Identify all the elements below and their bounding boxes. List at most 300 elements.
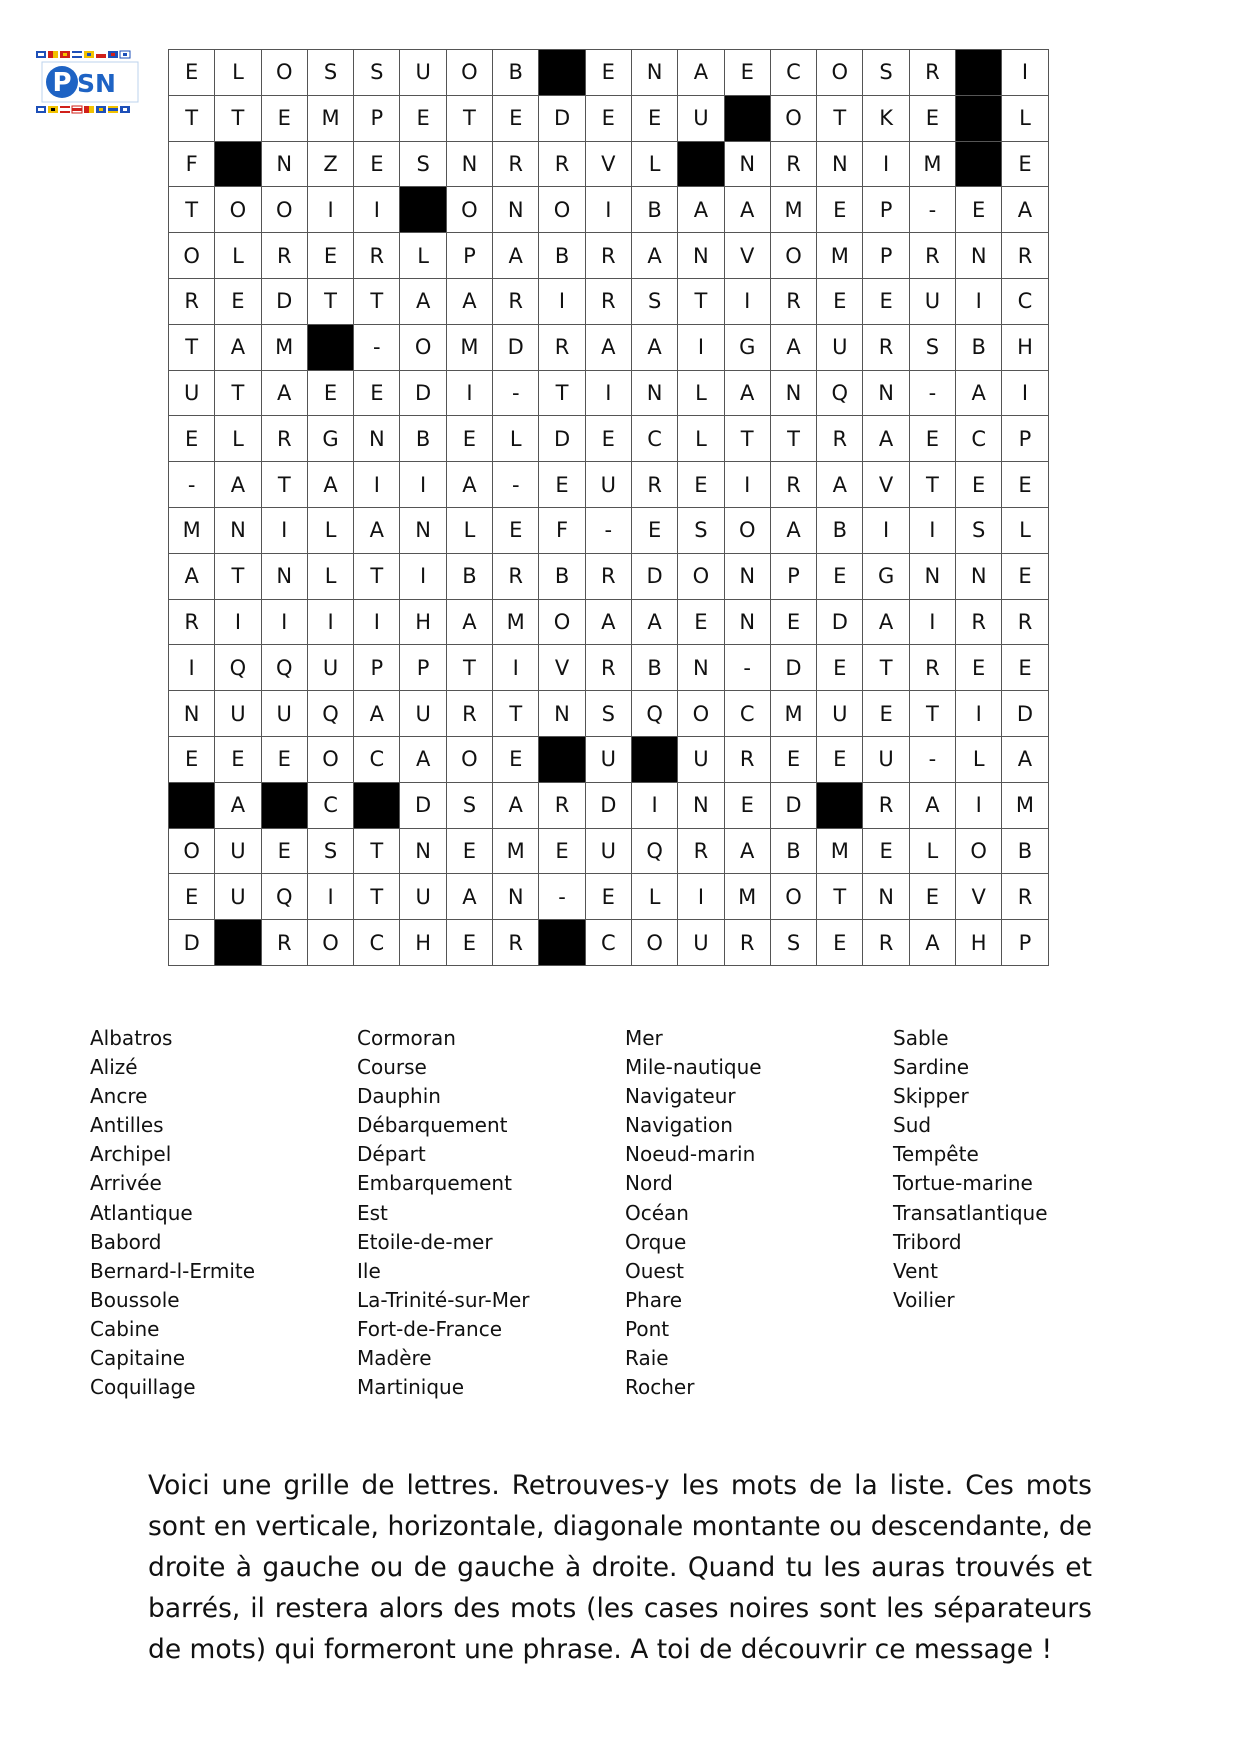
- grid-row: [169, 95, 1049, 141]
- letter-cell: L: [215, 50, 261, 96]
- letter-cell: E: [631, 95, 677, 141]
- letter-cell: R: [1002, 233, 1048, 279]
- black-separator-cell: [215, 920, 261, 966]
- word-item: Alizé: [90, 1055, 138, 1080]
- letter-cell: N: [261, 141, 307, 187]
- letter-cell: E: [770, 736, 816, 782]
- letter-cell: A: [863, 599, 909, 645]
- letter-cell: E: [169, 874, 215, 920]
- grid-row: [169, 187, 1049, 233]
- letter-cell: E: [863, 278, 909, 324]
- letter-cell: N: [724, 553, 770, 599]
- letter-cell: A: [400, 736, 446, 782]
- letter-cell: E: [909, 95, 955, 141]
- letter-cell: E: [446, 920, 492, 966]
- word-item: Rocher: [625, 1375, 695, 1400]
- word-item: Ile: [357, 1258, 381, 1283]
- logo-p: P: [52, 68, 72, 98]
- letter-cell: M: [724, 874, 770, 920]
- letter-cell: R: [354, 233, 400, 279]
- letter-cell: A: [446, 462, 492, 508]
- word-item: Coquillage: [90, 1375, 196, 1400]
- letter-cell: E: [446, 416, 492, 462]
- black-separator-cell: [261, 782, 307, 828]
- word-item: Albatros: [90, 1026, 173, 1050]
- letter-cell: R: [1002, 599, 1048, 645]
- letter-cell: D: [400, 782, 446, 828]
- letter-cell: N: [261, 553, 307, 599]
- letter-cell: N: [631, 370, 677, 416]
- letter-cell: N: [678, 782, 724, 828]
- letter-cell: S: [446, 782, 492, 828]
- letter-cell: B: [770, 828, 816, 874]
- letter-cell: E: [169, 416, 215, 462]
- letter-cell: P: [354, 645, 400, 691]
- black-separator-cell: [307, 324, 353, 370]
- black-separator-cell: [354, 782, 400, 828]
- letter-cell: O: [446, 50, 492, 96]
- letter-cell: I: [307, 187, 353, 233]
- letter-cell: E: [817, 553, 863, 599]
- letter-cell: T: [909, 462, 955, 508]
- letter-cell: L: [215, 416, 261, 462]
- letter-cell: D: [493, 324, 539, 370]
- letter-cell: -: [724, 645, 770, 691]
- letter-cell: N: [863, 370, 909, 416]
- letter-cell: E: [863, 828, 909, 874]
- word-item: Capitaine: [90, 1346, 186, 1371]
- letter-cell: P: [1002, 416, 1048, 462]
- letter-cell: R: [770, 278, 816, 324]
- letter-cell: E: [1002, 141, 1048, 187]
- word-list-column-1: [90, 1024, 255, 1402]
- letter-cell: R: [493, 553, 539, 599]
- letter-cell: E: [909, 416, 955, 462]
- letter-cell: E: [724, 782, 770, 828]
- letter-cell: P: [446, 233, 492, 279]
- letter-cell: R: [169, 278, 215, 324]
- letter-cell: M: [817, 828, 863, 874]
- letter-cell: T: [354, 553, 400, 599]
- word-item: Raie: [625, 1346, 669, 1371]
- letter-cell: L: [400, 233, 446, 279]
- letter-cell: E: [817, 187, 863, 233]
- grid-row: [169, 233, 1049, 279]
- letter-cell: -: [493, 462, 539, 508]
- letter-cell: R: [863, 782, 909, 828]
- letter-cell: N: [956, 553, 1002, 599]
- letter-cell: U: [400, 691, 446, 737]
- word-item: Etoile-de-mer: [357, 1229, 493, 1254]
- letter-cell: T: [909, 691, 955, 737]
- letter-cell: R: [493, 920, 539, 966]
- letter-cell: K: [863, 95, 909, 141]
- letter-cell: D: [539, 416, 585, 462]
- letter-cell: D: [770, 645, 816, 691]
- word-item: Noeud-marin: [625, 1142, 756, 1167]
- letter-cell: R: [261, 416, 307, 462]
- letter-cell: E: [817, 736, 863, 782]
- letter-cell: I: [724, 462, 770, 508]
- letter-cell: U: [817, 324, 863, 370]
- letter-cell: N: [493, 187, 539, 233]
- grid-row: [169, 599, 1049, 645]
- letter-cell: U: [400, 50, 446, 96]
- letter-cell: H: [1002, 324, 1048, 370]
- letter-cell: R: [817, 416, 863, 462]
- letter-cell: E: [817, 278, 863, 324]
- letter-cell: D: [770, 782, 816, 828]
- letter-cell: E: [631, 507, 677, 553]
- letter-cell: R: [493, 141, 539, 187]
- letter-cell: O: [400, 324, 446, 370]
- letter-cell: O: [678, 553, 724, 599]
- letter-cell: T: [354, 828, 400, 874]
- letter-cell: A: [354, 691, 400, 737]
- letter-cell: N: [400, 828, 446, 874]
- grid-row: [169, 507, 1049, 553]
- letter-cell: U: [400, 874, 446, 920]
- letter-cell: -: [539, 874, 585, 920]
- letter-cell: I: [1002, 50, 1048, 96]
- letter-cell: P: [354, 95, 400, 141]
- letter-cell: A: [909, 920, 955, 966]
- letter-cell: E: [817, 920, 863, 966]
- word-item: Navigation: [625, 1113, 733, 1138]
- letter-cell: A: [678, 187, 724, 233]
- grid-row: [169, 736, 1049, 782]
- grid-row: [169, 645, 1049, 691]
- letter-cell: R: [493, 278, 539, 324]
- letter-cell: R: [909, 233, 955, 279]
- letter-cell: A: [585, 324, 631, 370]
- word-item: Est: [357, 1200, 388, 1225]
- letter-cell: A: [724, 828, 770, 874]
- letter-cell: C: [956, 416, 1002, 462]
- word-item: Navigateur: [625, 1084, 736, 1109]
- letter-cell: R: [863, 920, 909, 966]
- black-separator-cell: [539, 920, 585, 966]
- letter-cell: B: [817, 507, 863, 553]
- letter-cell: A: [1002, 187, 1048, 233]
- word-item: La-Trinité-sur-Mer: [357, 1287, 530, 1312]
- letter-cell: O: [169, 828, 215, 874]
- black-separator-cell: [215, 141, 261, 187]
- letter-cell: O: [261, 187, 307, 233]
- letter-cell: U: [585, 462, 631, 508]
- letter-cell: V: [585, 141, 631, 187]
- word-item: Cabine: [90, 1316, 160, 1341]
- letter-cell: U: [817, 691, 863, 737]
- letter-cell: I: [539, 278, 585, 324]
- letter-cell: S: [678, 507, 724, 553]
- letter-cell: E: [215, 278, 261, 324]
- letter-cell: D: [539, 95, 585, 141]
- letter-cell: I: [354, 599, 400, 645]
- letter-cell: A: [493, 233, 539, 279]
- letter-cell: L: [446, 507, 492, 553]
- letter-cell: N: [678, 233, 724, 279]
- letter-cell: T: [493, 691, 539, 737]
- letter-cell: N: [169, 691, 215, 737]
- grid-row: [169, 920, 1049, 966]
- word-item: Boussole: [90, 1287, 180, 1312]
- letter-cell: R: [956, 599, 1002, 645]
- letter-cell: I: [956, 278, 1002, 324]
- letter-cell: A: [631, 233, 677, 279]
- letter-cell: O: [307, 920, 353, 966]
- letter-cell: E: [817, 645, 863, 691]
- letter-cell: B: [631, 645, 677, 691]
- letter-cell: N: [770, 370, 816, 416]
- letter-cell: E: [724, 50, 770, 96]
- letter-cell: Q: [631, 691, 677, 737]
- letter-cell: I: [261, 507, 307, 553]
- letter-cell: C: [307, 782, 353, 828]
- letter-cell: E: [1002, 553, 1048, 599]
- letter-cell: N: [863, 874, 909, 920]
- letter-cell: A: [215, 462, 261, 508]
- letter-cell: A: [446, 599, 492, 645]
- letter-cell: I: [400, 462, 446, 508]
- letter-cell: -: [493, 370, 539, 416]
- letter-cell: T: [169, 95, 215, 141]
- letter-cell: O: [631, 920, 677, 966]
- letter-cell: P: [1002, 920, 1048, 966]
- letter-cell: O: [307, 736, 353, 782]
- letter-cell: M: [770, 187, 816, 233]
- letter-cell: N: [493, 874, 539, 920]
- letter-cell: U: [307, 645, 353, 691]
- letter-cell: B: [400, 416, 446, 462]
- letter-cell: R: [585, 553, 631, 599]
- letter-cell: A: [770, 507, 816, 553]
- letter-cell: O: [678, 691, 724, 737]
- letter-cell: M: [261, 324, 307, 370]
- word-search-grid: [168, 49, 1049, 966]
- grid-row: [169, 782, 1049, 828]
- letter-cell: R: [169, 599, 215, 645]
- letter-cell: R: [863, 324, 909, 370]
- word-item: Skipper: [893, 1084, 969, 1109]
- word-item: Tempête: [893, 1142, 979, 1167]
- letter-cell: M: [817, 233, 863, 279]
- letter-cell: L: [1002, 95, 1048, 141]
- letter-cell: T: [215, 370, 261, 416]
- letter-cell: T: [817, 874, 863, 920]
- word-item: Madère: [357, 1346, 432, 1371]
- grid-row: [169, 553, 1049, 599]
- letter-cell: U: [909, 278, 955, 324]
- letter-cell: C: [354, 736, 400, 782]
- letter-cell: V: [863, 462, 909, 508]
- letter-cell: O: [539, 599, 585, 645]
- letter-cell: A: [261, 370, 307, 416]
- letter-cell: O: [169, 233, 215, 279]
- letter-cell: N: [678, 645, 724, 691]
- letter-cell: U: [215, 691, 261, 737]
- black-separator-cell: [539, 736, 585, 782]
- letter-cell: S: [307, 828, 353, 874]
- letter-cell: O: [446, 736, 492, 782]
- letter-cell: N: [400, 507, 446, 553]
- letter-cell: A: [585, 599, 631, 645]
- word-item: Mile-nautique: [625, 1055, 762, 1080]
- letter-cell: R: [631, 462, 677, 508]
- letter-cell: P: [400, 645, 446, 691]
- letter-cell: I: [863, 507, 909, 553]
- letter-cell: E: [354, 141, 400, 187]
- letter-cell: E: [585, 95, 631, 141]
- letter-cell: N: [631, 50, 677, 96]
- black-separator-cell: [678, 141, 724, 187]
- letter-cell: F: [169, 141, 215, 187]
- letter-cell: D: [400, 370, 446, 416]
- letter-cell: E: [261, 828, 307, 874]
- letter-cell: E: [169, 736, 215, 782]
- letter-cell: C: [724, 691, 770, 737]
- letter-cell: T: [446, 645, 492, 691]
- letter-cell: T: [539, 370, 585, 416]
- letter-cell: O: [261, 50, 307, 96]
- grid-row: [169, 828, 1049, 874]
- letter-cell: N: [724, 141, 770, 187]
- letter-cell: N: [354, 416, 400, 462]
- letter-cell: U: [863, 736, 909, 782]
- black-separator-cell: [400, 187, 446, 233]
- letter-cell: N: [446, 141, 492, 187]
- letter-cell: E: [169, 50, 215, 96]
- word-item: Fort-de-France: [357, 1316, 503, 1341]
- letter-cell: C: [631, 416, 677, 462]
- letter-cell: D: [169, 920, 215, 966]
- letter-cell: A: [446, 278, 492, 324]
- letter-cell: L: [307, 507, 353, 553]
- letter-cell: -: [909, 187, 955, 233]
- letter-cell: I: [863, 141, 909, 187]
- letter-cell: S: [307, 50, 353, 96]
- letter-cell: E: [956, 187, 1002, 233]
- letter-cell: U: [261, 691, 307, 737]
- black-separator-cell: [956, 95, 1002, 141]
- letter-cell: Z: [307, 141, 353, 187]
- letter-cell: B: [1002, 828, 1048, 874]
- letter-cell: N: [724, 599, 770, 645]
- letter-cell: R: [261, 920, 307, 966]
- word-item: Transatlantique: [893, 1200, 1048, 1225]
- letter-cell: I: [169, 645, 215, 691]
- letter-cell: R: [585, 233, 631, 279]
- word-item: Antilles: [90, 1113, 164, 1138]
- word-item: Mer: [625, 1026, 663, 1050]
- letter-cell: S: [956, 507, 1002, 553]
- word-item: Atlantique: [90, 1200, 193, 1225]
- letter-cell: N: [817, 141, 863, 187]
- letter-cell: T: [169, 187, 215, 233]
- word-item: Phare: [625, 1287, 683, 1312]
- letter-cell: P: [863, 233, 909, 279]
- letter-cell: T: [261, 462, 307, 508]
- letter-cell: L: [631, 141, 677, 187]
- letter-cell: E: [956, 645, 1002, 691]
- letter-cell: G: [863, 553, 909, 599]
- letter-cell: A: [215, 324, 261, 370]
- grid-row: [169, 462, 1049, 508]
- letter-cell: D: [631, 553, 677, 599]
- letter-cell: M: [169, 507, 215, 553]
- letter-cell: T: [724, 416, 770, 462]
- letter-cell: E: [909, 874, 955, 920]
- letter-cell: U: [585, 736, 631, 782]
- letter-cell: Q: [817, 370, 863, 416]
- letter-cell: A: [631, 599, 677, 645]
- letter-cell: -: [354, 324, 400, 370]
- letter-cell: T: [215, 95, 261, 141]
- letter-cell: M: [446, 324, 492, 370]
- word-item: Tribord: [893, 1229, 962, 1254]
- black-separator-cell: [631, 736, 677, 782]
- letter-cell: E: [678, 462, 724, 508]
- letter-cell: E: [863, 691, 909, 737]
- letter-cell: E: [956, 462, 1002, 508]
- letter-cell: A: [493, 782, 539, 828]
- letter-cell: E: [446, 828, 492, 874]
- letter-cell: R: [539, 141, 585, 187]
- letter-cell: E: [307, 233, 353, 279]
- word-item: Sud: [893, 1113, 932, 1138]
- letter-cell: M: [493, 599, 539, 645]
- letter-cell: U: [678, 920, 724, 966]
- letter-cell: E: [1002, 462, 1048, 508]
- letter-cell: E: [215, 736, 261, 782]
- letter-cell: L: [493, 416, 539, 462]
- letter-cell: U: [585, 828, 631, 874]
- word-item: Sable: [893, 1026, 949, 1050]
- letter-cell: V: [539, 645, 585, 691]
- grid-row: [169, 691, 1049, 737]
- letter-cell: N: [956, 233, 1002, 279]
- word-item: Débarquement: [357, 1113, 508, 1138]
- letter-cell: T: [307, 278, 353, 324]
- letter-cell: F: [539, 507, 585, 553]
- black-separator-cell: [724, 95, 770, 141]
- letter-cell: A: [724, 370, 770, 416]
- letter-cell: O: [770, 874, 816, 920]
- letter-cell: I: [631, 782, 677, 828]
- word-item: Babord: [90, 1229, 162, 1254]
- word-item: Voilier: [893, 1287, 955, 1312]
- letter-cell: R: [585, 278, 631, 324]
- letter-cell: O: [956, 828, 1002, 874]
- letter-cell: I: [956, 691, 1002, 737]
- letter-cell: I: [354, 187, 400, 233]
- letter-cell: E: [261, 736, 307, 782]
- letter-cell: D: [585, 782, 631, 828]
- word-list-column-3: [625, 1024, 762, 1402]
- word-item: Cormoran: [357, 1026, 456, 1050]
- letter-cell: P: [863, 187, 909, 233]
- letter-cell: N: [909, 553, 955, 599]
- letter-cell: R: [585, 645, 631, 691]
- word-item: Tortue-marine: [893, 1171, 1033, 1196]
- letter-cell: M: [307, 95, 353, 141]
- letter-cell: O: [724, 507, 770, 553]
- letter-cell: T: [678, 278, 724, 324]
- black-separator-cell: [817, 782, 863, 828]
- letter-cell: R: [1002, 874, 1048, 920]
- letter-cell: A: [1002, 736, 1048, 782]
- letter-cell: E: [493, 736, 539, 782]
